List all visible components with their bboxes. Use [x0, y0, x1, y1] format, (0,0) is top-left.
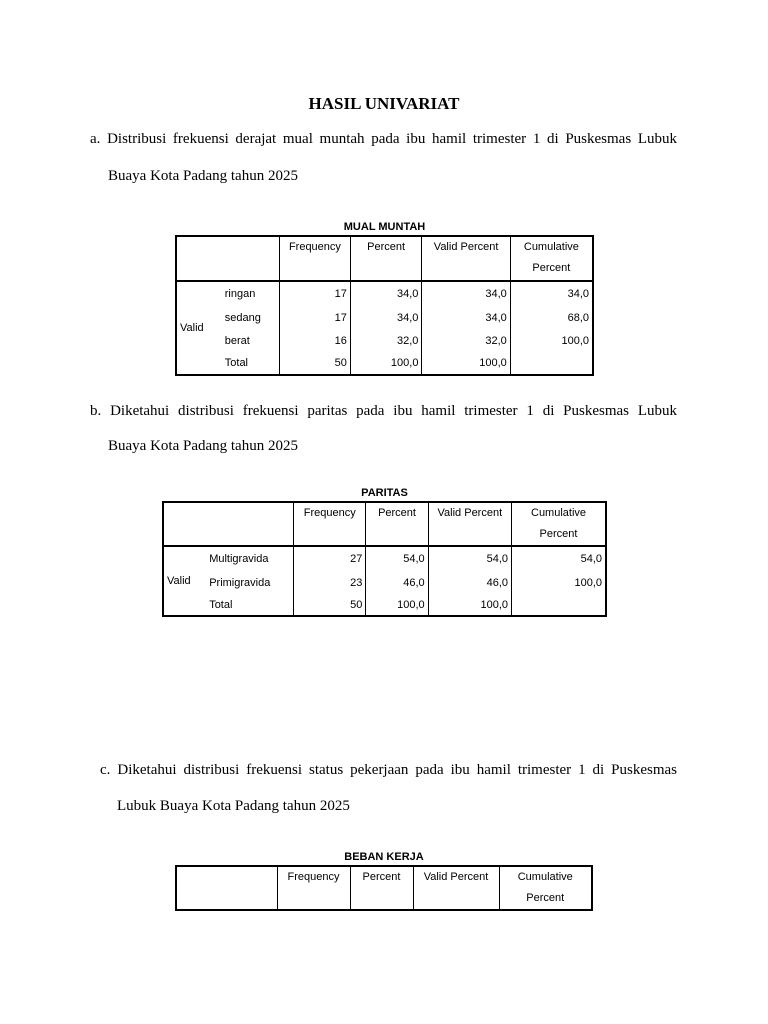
cell-percent: 46,0 — [366, 571, 428, 594]
cell-percent: 32,0 — [350, 329, 422, 352]
cell-percent: 34,0 — [350, 281, 422, 306]
cell-valid-percent: 100,0 — [428, 594, 511, 616]
row-label: Multigravida — [206, 546, 293, 571]
table-paritas — [162, 501, 607, 617]
cell-frequency: 17 — [280, 306, 351, 329]
row-label: sedang — [222, 306, 280, 329]
cell-cumulative — [510, 352, 593, 375]
row-group-valid: Valid — [167, 575, 191, 587]
cell-cumulative: 54,0 — [580, 553, 602, 565]
row-label: Total — [206, 594, 293, 616]
cell-frequency: 50 — [294, 594, 366, 616]
cell-frequency: 23 — [294, 571, 366, 594]
section-b-line1 — [90, 401, 677, 421]
section-b-marker: b. — [90, 403, 102, 419]
header-cumulative-percent: Percent — [512, 522, 606, 546]
table-row — [176, 352, 593, 375]
header-valid-percent: Valid Percent — [428, 502, 511, 522]
cell-cumulative: 68,0 — [567, 311, 589, 324]
table-paritas-title: PARITAS — [361, 487, 408, 499]
header-valid-percent: Valid Percent — [413, 866, 499, 886]
cell-frequency: 16 — [280, 329, 351, 352]
cell-valid-percent: 54,0 — [428, 546, 511, 571]
header-cumulative-percent: Percent — [510, 256, 593, 281]
cell-valid-percent: 34,0 — [422, 306, 510, 329]
table-mual-muntah — [175, 235, 594, 376]
header-frequency: Frequency — [294, 502, 366, 522]
cell-cumulative: 100,0 — [561, 334, 589, 347]
header-blank — [163, 502, 294, 546]
page-title: HASIL UNIVARIAT — [308, 94, 460, 113]
section-a-text: Distribusi frekuensi derajat mual muntah pada ibu hamil trimester 1 di Puskesmas Lubuk — [107, 131, 677, 147]
row-label: ringan — [222, 281, 280, 306]
header-percent: Percent — [366, 502, 428, 522]
section-c-line2: Lubuk Buaya Kota Padang tahun 2025 — [117, 798, 350, 814]
cell-valid-percent: 34,0 — [422, 281, 510, 306]
header-cumulative: Cumulative — [523, 240, 579, 253]
header-valid-percent: Valid Percent — [422, 236, 510, 256]
row-label: Total — [222, 352, 280, 375]
section-c-marker: c. — [100, 762, 111, 778]
cell-cumulative: 34,0 — [567, 288, 589, 300]
row-label: berat — [222, 329, 280, 352]
table-row — [163, 571, 606, 594]
cell-percent: 100,0 — [366, 594, 428, 616]
header-percent: Percent — [350, 866, 413, 886]
row-group-valid: Valid — [180, 322, 204, 334]
section-a-line2: Buaya Kota Padang tahun 2025 — [108, 168, 298, 184]
cell-valid-percent: 100,0 — [422, 352, 510, 375]
table-row — [176, 329, 593, 352]
header-percent: Percent — [350, 236, 422, 256]
section-c-text: Diketahui distribusi frekuensi status pekerjaan pada ibu hamil trimester 1 di Puskesmas — [117, 762, 677, 778]
cell-cumulative: 100,0 — [574, 576, 602, 589]
cell-frequency: 27 — [294, 546, 366, 571]
table-row — [163, 594, 606, 616]
cell-frequency: 17 — [280, 281, 351, 306]
table-row — [163, 546, 606, 571]
section-a-line1 — [90, 129, 677, 149]
table-beban-kerja — [175, 865, 593, 911]
header-cumulative: Cumulative — [517, 870, 573, 883]
section-b-text: Diketahui distribusi frekuensi paritas pada ibu hamil trimester 1 di Puskesmas Lubuk — [110, 403, 677, 419]
cell-percent: 100,0 — [350, 352, 422, 375]
header-cumulative: Cumulative — [531, 506, 587, 519]
table-row — [176, 281, 593, 306]
cell-cumulative — [512, 594, 606, 616]
table-mual-muntah-title: MUAL MUNTAH — [343, 221, 426, 233]
header-frequency: Frequency — [280, 236, 351, 256]
cell-percent: 34,0 — [350, 306, 422, 329]
header-blank — [176, 236, 280, 281]
section-a-marker: a. — [90, 131, 101, 147]
header-blank — [176, 866, 277, 910]
header-frequency: Frequency — [277, 866, 350, 886]
cell-frequency: 50 — [280, 352, 351, 375]
cell-percent: 54,0 — [366, 546, 428, 571]
table-beban-kerja-title: BEBAN KERJA — [344, 851, 424, 863]
section-c-line1 — [100, 760, 677, 780]
row-label: Primigravida — [206, 571, 293, 594]
table-row — [176, 306, 593, 329]
section-b-line2: Buaya Kota Padang tahun 2025 — [108, 438, 298, 454]
cell-valid-percent: 32,0 — [422, 329, 510, 352]
header-cumulative-percent: Percent — [526, 891, 565, 904]
cell-valid-percent: 46,0 — [428, 571, 511, 594]
